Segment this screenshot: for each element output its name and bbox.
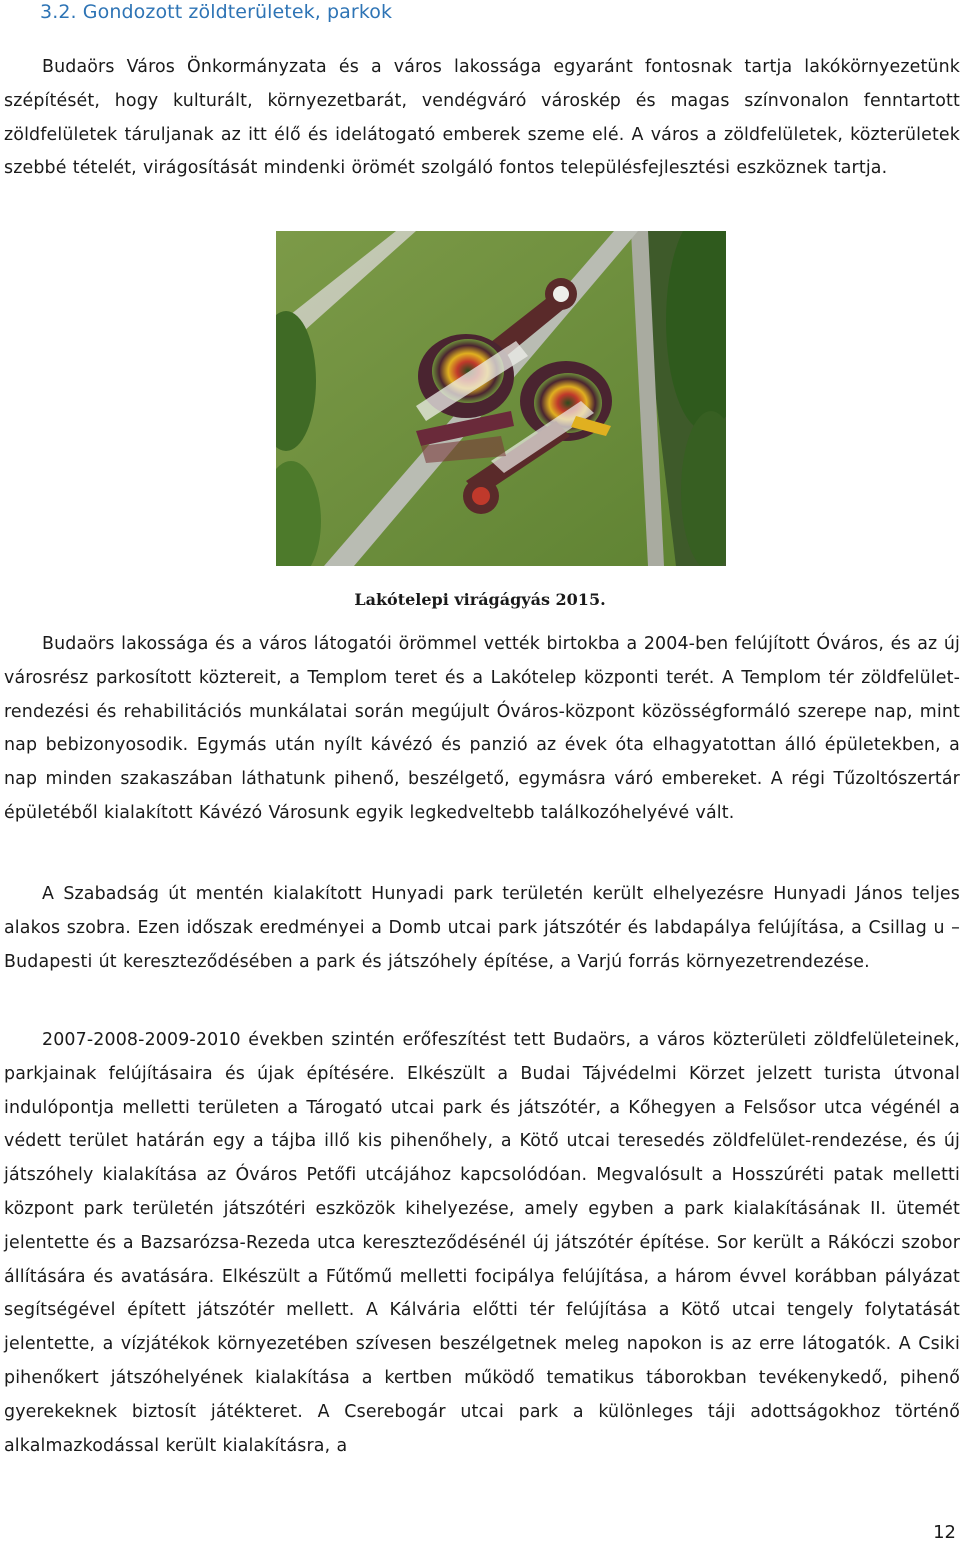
flowerbed-photo (276, 231, 726, 566)
paragraph-hunyadi-park (4, 878, 960, 979)
paragraph-intro (4, 51, 960, 186)
paragraph-2007-2010 (4, 1024, 960, 1463)
paragraph-oldtown (4, 628, 960, 831)
page-number: 12 (933, 1522, 956, 1543)
paragraph-intro-text: Budaörs Város Önkormányzata és a város lakossága egyaránt fontosnak tartja lakókörnyezetünk szépítését, hogy kulturált, környezetbarát, vendégváró városkép és magas színvonalon fenntartott zöldfelületek táruljanak az itt élő és idelátogató emberek szeme elé. A város a zöldfelületek, közterületek szebbé tételét, virágosítását mindenki örömét szolgáló fontos településfejlesztési eszköznek tartja. (4, 57, 960, 179)
section-heading: 3.2. Gondozott zöldterületek, parkok (40, 1, 393, 23)
figure-caption: Lakótelepi virágágyás 2015. (354, 590, 606, 609)
paragraph-hunyadi-park-text: A Szabadság út mentén kialakított Hunyadi park területén került elhelyezésre Hunyadi János teljes alakos szobra. Ezen időszak eredményei a Domb utcai park játszótér és labdapálya felújítása, a Csillag u – Budapesti út kereszteződésében a park és játszóhely építése, a Varjú forrás környezetrendezése. (4, 884, 960, 972)
paragraph-2007-2010-text: 2007-2008-2009-2010 években szintén erőfeszítést tett Budaörs, a város közterületi zöldfelületeinek, parkjainak felújításaira és újak építésére. Elkészült a Budai Tájvédelmi Körzet jelzett turista útvonal indulópontja melletti területen a Tárogató utcai park és játszótér, a Kőhegyen a Felsősor utca végénél a védett terület határán egy a tájba illő kis pihenőhely, a Kötő utcai teresedés zöldfelület-rendezése, és új játszóhely kialakítása az Óváros Petőfi utcájához kapcsolódóan. Megvalósult a Hosszúréti patak melletti központ park területén játszótéri eszközök kihelyezése, amely egyben a park kialakításának II. ütemét jelentette és a Bazsarózsa-Rezeda utca kereszteződésénél új játszótér építése. Sor került a Rákóczi szobor állítására és avatására. Elkészült a Fűtőmű melletti focipálya felújítása, a három évvel korábban pályázat segítségével épített játszótér mellett. A Kálvária előtti tér felújítása a Kötő utcai tengely folytatását jelentette, a vízjátékok környezetében szívesen beszélgetnek meleg napokon is az erre látogatók. A Csiki pihenőkert játszóhelyének kialakítása a kertben működő tematikus táborokban tevékenykedő, pihenő gyerekeknek biztosít játékteret. A Cserebogár utcai park a különleges táji adottságokhoz történő alkalmazkodással került kialakításra, a (4, 1030, 960, 1456)
flowerbed-aerial-image (276, 231, 726, 566)
paragraph-oldtown-text: Budaörs lakossága és a város látogatói örömmel vették birtokba a 2004-ben felújított Óváros, és az új városrész parkosított köztereit, a Templom teret és a Lakótelep központi terét. A Templom tér zöldfelület-rendezési és rehabilitációs munkálatai során megújult Óváros-központ közösségformáló szerepe nap, mint nap bebizonyosodik. Egymás után nyílt kávézó és panzió az évek óta elhagyatottan álló épületekben, a nap minden szakaszában láthatunk pihenő, beszélgető, egymásra váró embereket. A régi Tűzoltószertár épületéből kialakított Kávézó Városunk egyik legkedveltebb találkozóhelyévé vált. (4, 634, 960, 823)
